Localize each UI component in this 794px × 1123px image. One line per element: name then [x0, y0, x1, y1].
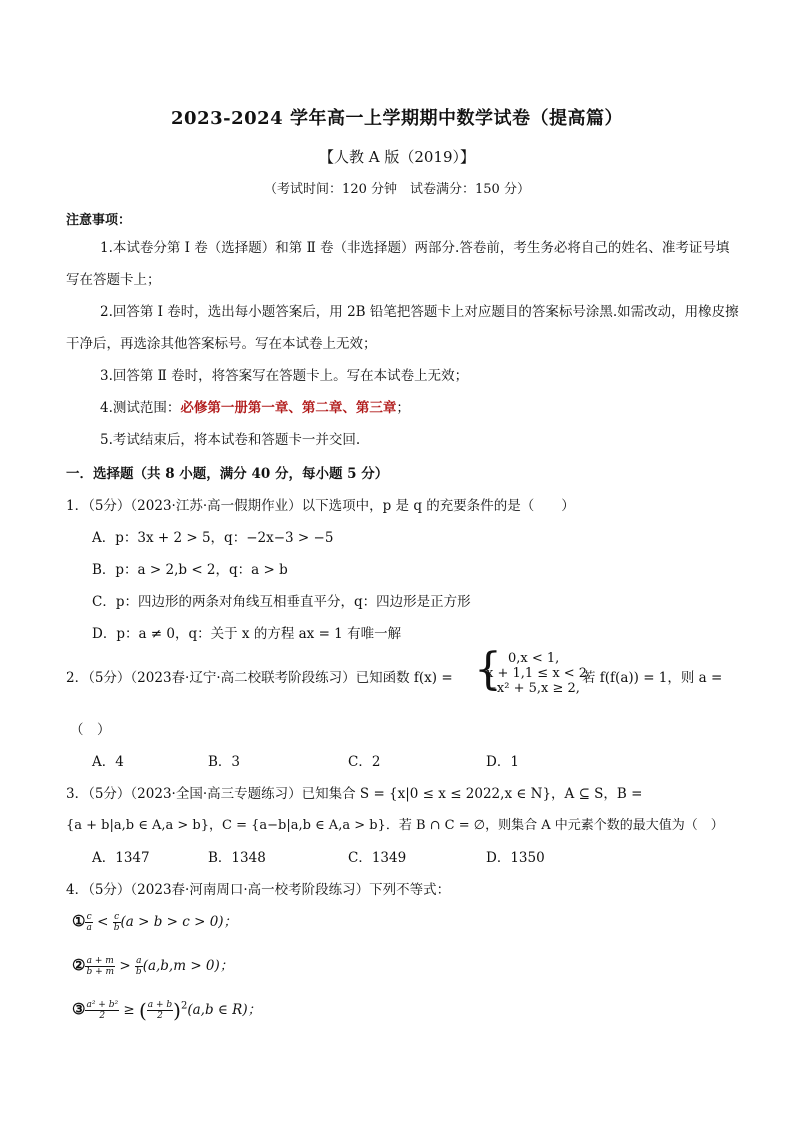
item-marker-1: ①	[72, 912, 86, 930]
notice-item-4-suffix: ；	[396, 400, 410, 416]
question-3-stem-line-2: {a + b|a,b ∈ A,a > b}，C = {a−b|a,b ∈ A,a > b}．若 B ∩ C = ∅，则集合 A 中元素个数的最大值为（ ）	[66, 818, 724, 833]
item-marker-2: ②	[72, 956, 86, 974]
notice-heading: 注意事项：	[66, 213, 132, 228]
open-paren: (	[138, 998, 147, 1023]
question-2-stem: 2．（5分）（2023春·辽宁·高二校联考阶段练习）已知函数 f(x) =	[66, 670, 453, 686]
numerator: a + m	[86, 956, 114, 966]
denominator: b	[135, 967, 142, 977]
numerator: c	[114, 912, 120, 922]
inequality-2-condition: (a,b,m > 0)；	[142, 958, 234, 974]
inequality-2	[72, 954, 233, 977]
fraction-a-over-b	[135, 956, 143, 977]
exam-timing: （考试时间：120 分钟 试卷满分：150 分）	[264, 182, 530, 197]
fraction-a-plus-b-over-2	[147, 1000, 173, 1021]
exam-title: 2023-2024 学年高一上学期期中数学试卷（提高篇）	[171, 108, 623, 129]
question-1-stem: 1．（5分）（2023·江苏·高一假期作业）以下选项中，p 是 q 的充要条件的是（ ）	[66, 498, 575, 514]
item-marker-3: ③	[72, 1000, 86, 1018]
denominator: b + m	[86, 967, 115, 977]
question-2-option-b: B．3	[208, 754, 241, 770]
inequality-3-condition: (a,b ∈ R)；	[187, 1002, 262, 1018]
fraction-c-over-a	[85, 912, 92, 933]
piecewise-case-2: x + 1,1 ≤ x < 2,	[486, 666, 592, 681]
inequality-1	[72, 910, 237, 933]
question-3-option-c: C．1349	[348, 850, 407, 866]
question-2-option-a: A．4	[92, 754, 124, 770]
notice-item-4	[100, 398, 410, 418]
denominator: a	[86, 923, 92, 933]
question-3-option-b: B．1348	[208, 850, 266, 866]
question-4-stem: 4．（5分）（2023春·河南周口·高一校考阶段练习）下列不等式：	[66, 882, 451, 898]
denominator: 2	[99, 1011, 106, 1021]
question-1-option-b: B．p：a > 2,b < 2，q：a > b	[92, 562, 288, 578]
question-2-condition: 若 f(f(a)) = 1，则 a =	[582, 670, 723, 686]
test-scope: 必修第一册第一章、第二章、第三章	[180, 400, 397, 416]
numerator: a² + b²	[86, 1000, 119, 1010]
piecewise-brace: {	[474, 644, 502, 695]
question-2-answer-paren: （ ）	[70, 722, 111, 738]
numerator: c	[86, 912, 92, 922]
question-3-option-a: A．1347	[92, 850, 150, 866]
question-2-option-c: C．2	[348, 754, 381, 770]
greater-than: >	[119, 958, 131, 974]
question-2-option-d: D．1	[486, 754, 519, 770]
notice-item-1-line-1: 1.本试卷分第 Ⅰ 卷（选择题）和第 Ⅱ 卷（非选择题）两部分.答卷前，考生务必将自己的姓名、准考证号填	[100, 240, 730, 256]
question-3-option-d: D．1350	[486, 850, 545, 866]
notice-item-5: 5.考试结束后，将本试卷和答题卡一并交回.	[100, 432, 361, 448]
less-than: <	[97, 914, 109, 930]
question-1-option-c: C．p：四边形的两条对角线互相垂直平分，q：四边形是正方形	[92, 594, 471, 610]
piecewise-case-3: −x² + 5,x ≥ 2,	[486, 681, 580, 696]
notice-item-4-prefix: 4.测试范围：	[100, 400, 181, 416]
numerator: a + b	[147, 1000, 173, 1010]
numerator: a	[136, 956, 142, 966]
fraction-a-plus-m-over-b-plus-m	[85, 956, 115, 977]
fraction-sum-of-squares-over-2	[85, 1000, 119, 1021]
notice-item-2-line-1: 2.回答第 Ⅰ 卷时，选出每小题答案后，用 2B 铅笔把答题卡上对应题目的答案标号涂黑.如需改动，用橡皮擦	[100, 304, 739, 320]
question-1-option-a: A．p：3x + 2 > 5，q：−2x−3 > −5	[92, 530, 334, 546]
piecewise-case-1: 0,x < 1,	[508, 651, 560, 666]
edition-label: 【人教 A 版（2019）】	[318, 148, 476, 166]
question-1-option-d: D．p：a ≠ 0，q：关于 x 的方程 ax = 1 有唯一解	[92, 626, 402, 642]
inequality-1-condition: (a > b > c > 0)；	[120, 914, 238, 930]
fraction-c-over-b	[113, 912, 121, 933]
denominator: b	[113, 923, 120, 933]
inequality-3	[72, 998, 261, 1023]
notice-item-3: 3.回答第 Ⅱ 卷时，将答案写在答题卡上。写在本试卷上无效；	[100, 368, 469, 384]
notice-item-2-line-2: 干净后，再选涂其他答案标号。写在本试卷上无效；	[66, 336, 377, 352]
question-3-stem-line-1: 3．（5分）（2023·全国·高三专题练习）已知集合 S = {x|0 ≤ x ≤ 2022,x ∈ N}，A ⊆ S，B =	[66, 786, 643, 802]
close-paren: )	[173, 998, 181, 1023]
notice-item-1-line-2: 写在答题卡上；	[66, 272, 161, 288]
greater-or-equal: ≥	[123, 1002, 135, 1018]
square-exponent: 2	[180, 1000, 188, 1012]
denominator: 2	[157, 1011, 163, 1021]
section-heading-choice: 一．选择题（共 8 小题，满分 40 分，每小题 5 分）	[66, 466, 389, 482]
